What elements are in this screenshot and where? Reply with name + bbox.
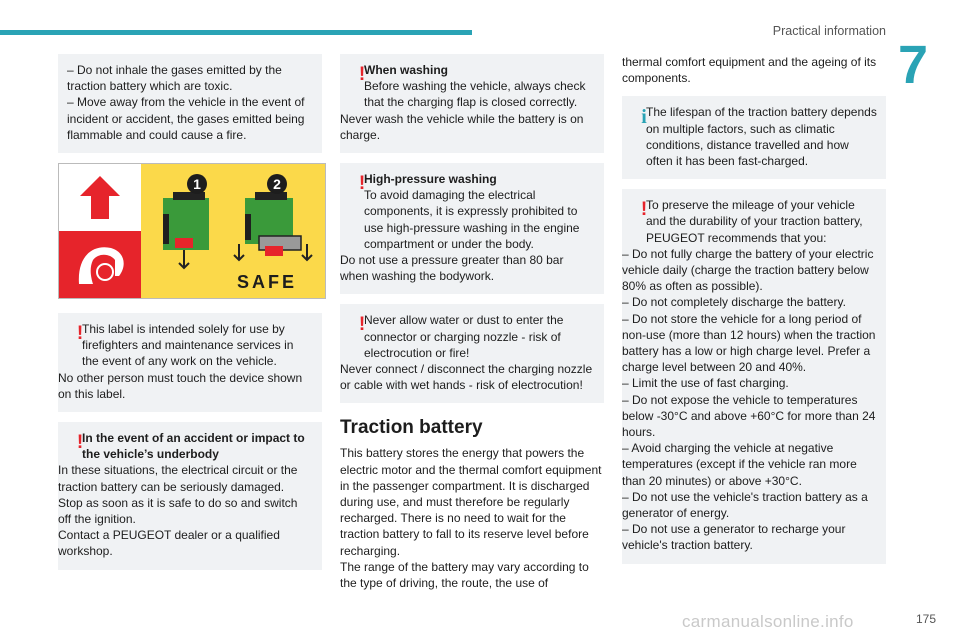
info-icon: i [641, 106, 647, 129]
traction-battery-body [340, 445, 604, 591]
preserve-first: To preserve the mileage of your vehicle and the durability of your traction battery, PEUGEOT recommends that you: [646, 198, 863, 245]
safe-text: SAFE [236, 272, 298, 293]
preserve-item-8: – Do not use a generator to recharge your vehicle's traction battery. [622, 522, 846, 553]
preserve-item-5: – Do not expose the vehicle to temperatures below -30°C and above +60°C for more than 24 hours. [622, 392, 876, 440]
gases-notice [58, 54, 322, 153]
badge-2 [267, 174, 287, 194]
chapter-number: 7 [897, 35, 928, 95]
washing-title: When washing [364, 63, 448, 77]
gases-line-2: – Move away from the vehicle in the event of incident or accident, the gases emitted being flammable and could cause a fire. [67, 95, 305, 142]
warning-exclamation-icon: ! [358, 173, 366, 195]
column-2 [340, 54, 604, 591]
firefighter-safety-label [58, 163, 326, 299]
pressure-warning [340, 163, 604, 294]
battery-body-2: The range of the battery may vary according to the type of driving, the route, the use of [340, 559, 589, 591]
badge-2-text: 2 [273, 176, 281, 193]
lifespan-info [622, 96, 886, 179]
traction-battery-heading: Traction battery [340, 417, 483, 439]
label-warning-first: This label is intended solely for use by firefighters and maintenance services in the event of any work on the vehicle. [82, 322, 294, 369]
pressure-rest: Do not use a pressure greater than 80 bar when washing the bodywork. [340, 253, 564, 284]
accident-line-2: Stop as soon as it is safe to do so and switch off the ignition. [58, 495, 298, 527]
water-rest: Never connect / disconnect the charging nozzle or cable with wet hands - risk of electrocution! [340, 362, 593, 393]
pressure-first: To avoid damaging the electrical components, it is expressly prohibited to use high-pressure washing in the engine compartment or under the body. [364, 188, 580, 251]
water-warning [340, 304, 604, 403]
preserve-item-3: – Do not store the vehicle for a long period of non-use (more than 12 hours) when the traction battery has a low or high charge level. Prefer a charge level between 20 and 40%. [622, 311, 876, 375]
gases-line-1: – Do not inhale the gases emitted by the traction battery which are toxic. [67, 63, 282, 94]
preserve-item-7: – Do not use the vehicle's traction battery as a generator of energy. [622, 489, 868, 521]
water-first: Never allow water or dust to enter the connector or charging nozzle - risk of electrocution or fire! [364, 313, 564, 360]
preserve-warning [622, 189, 886, 563]
header-accent-bar [0, 30, 472, 35]
washing-rest: Never wash the vehicle while the battery is on charge. [340, 111, 584, 142]
warning-exclamation-icon: ! [358, 64, 366, 85]
accident-line-1: In these situations, the electrical circuit or the traction battery can be seriously damaged. [58, 463, 298, 494]
accident-line-3: Contact a PEUGEOT dealer or a qualified workshop. [58, 528, 280, 559]
section-title: Practical information [772, 24, 886, 38]
warning-exclamation-icon: ! [76, 432, 84, 454]
battery-body-1: This battery stores the energy that powers the electric motor and the thermal comfort equipment in the passenger compartment. It is discharged during use, and must therefore be regularly recharged. There is no need to wait for the traction battery to fall to its reserve level before recharging. [340, 446, 602, 558]
column-3 [622, 54, 886, 574]
warning-exclamation-icon: ! [76, 323, 84, 345]
preserve-item-2: – Do not completely discharge the battery. [622, 295, 846, 310]
warning-exclamation-icon: ! [640, 199, 648, 221]
label-warning [58, 313, 322, 412]
column-1 [58, 54, 322, 580]
washing-warning [340, 54, 604, 153]
label-warning-rest: No other person must touch the device shown on this label. [58, 370, 303, 401]
preserve-item-6: – Avoid charging the vehicle at negative temperatures (except if the vehicle ran more than 20 minutes) or above +30°C. [622, 441, 857, 488]
warning-exclamation-icon: ! [358, 314, 366, 336]
continued-text [622, 54, 886, 86]
page-number: 175 [915, 612, 936, 626]
preserve-item-4: – Limit the use of fast charging. [622, 376, 789, 391]
washing-first: Before washing the vehicle, always check that the charging flap is closed correctly. [364, 79, 586, 110]
badge-1-text: 1 [193, 176, 201, 193]
accident-warning-title: In the event of an accident or impact to the vehicle’s underbody [82, 431, 305, 462]
badge-1 [187, 174, 207, 194]
accident-warning [58, 422, 322, 570]
safety-label-illustration [59, 164, 325, 298]
watermark: carmanualsonline.info [682, 612, 854, 631]
lifespan-text: The lifespan of the traction battery depends on multiple factors, such as climatic conditions, distance travelled and how often it has been fast-charged. [646, 105, 877, 169]
continued-paragraph: thermal comfort equipment and the ageing of its components. [622, 55, 877, 86]
pressure-title: High-pressure washing [364, 172, 497, 187]
preserve-item-1: – Do not fully charge the battery of your electric vehicle daily (charge the traction battery below 80% as often as possible). [622, 246, 874, 294]
